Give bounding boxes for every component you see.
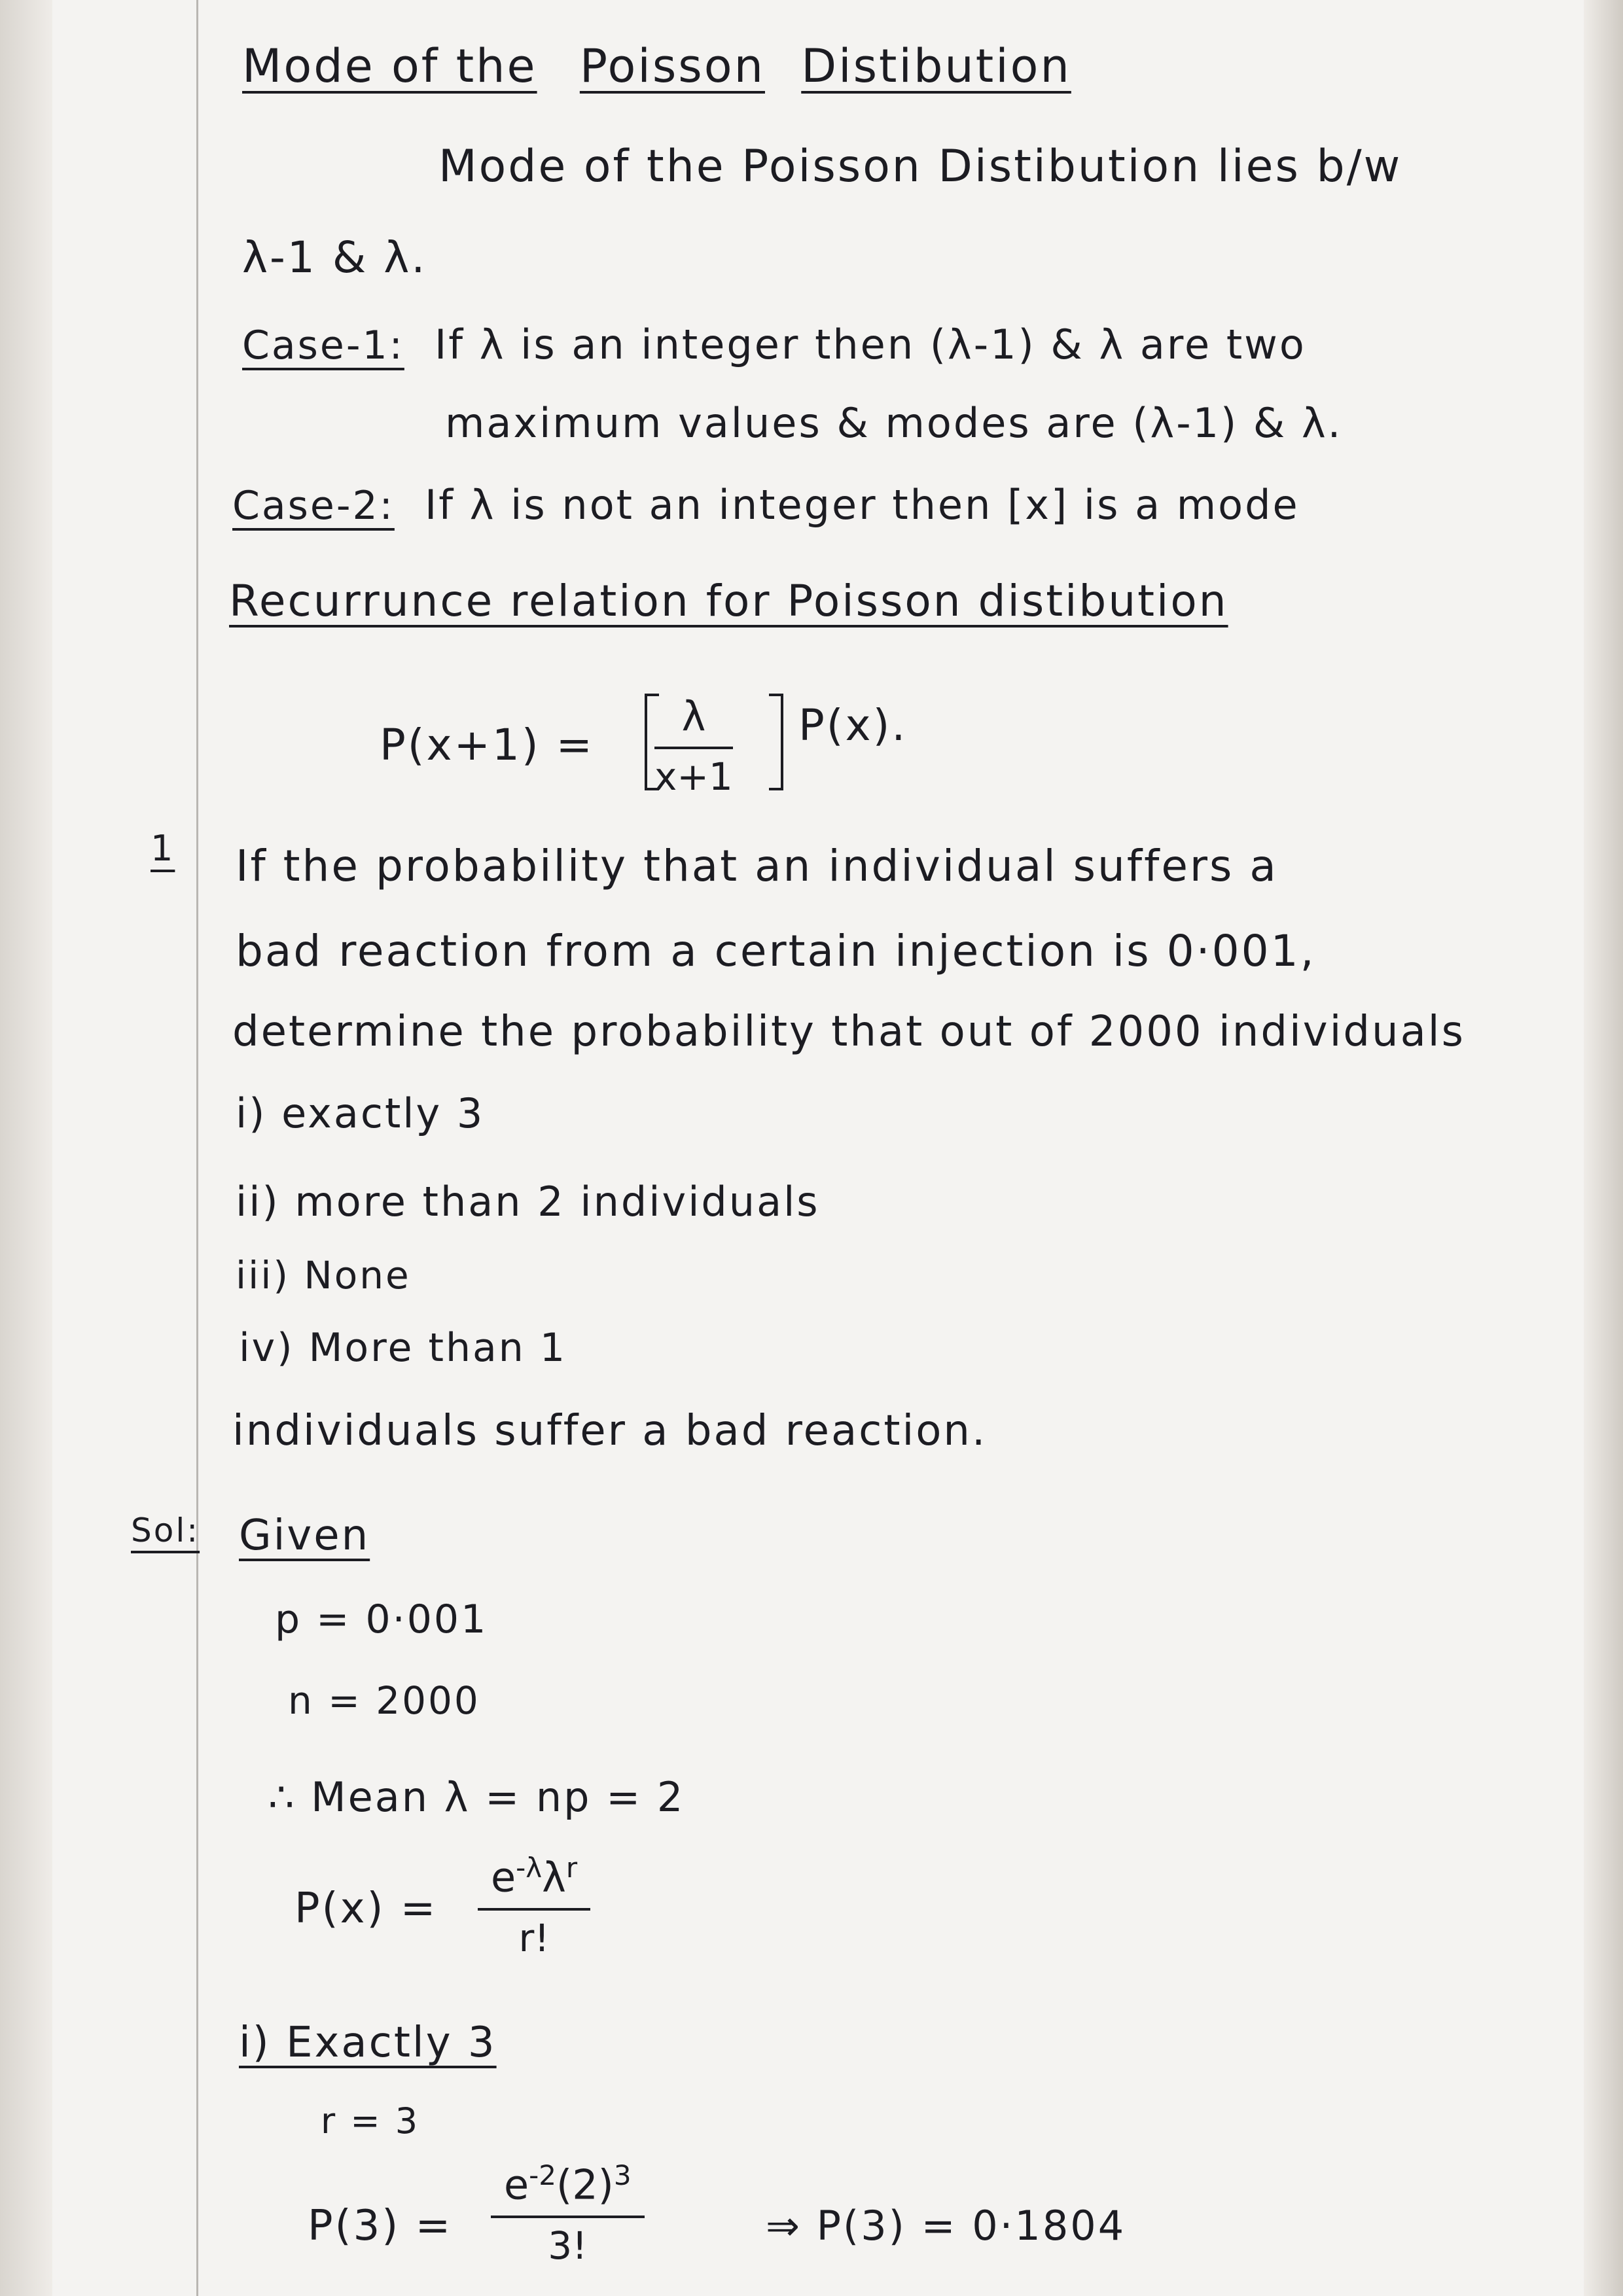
solution-label: Sol: <box>131 1511 200 1549</box>
problem-line-1: If the probability that an individual suffers a <box>236 841 1278 891</box>
intro-line-2: λ-1 & λ. <box>242 232 427 283</box>
solution-given: Given <box>239 1511 370 1560</box>
pmf-num-base: e <box>491 1853 516 1901</box>
case-1-block <box>242 321 1306 368</box>
intro-line-1: Mode of the Poisson Distibution lies b/w <box>438 141 1402 192</box>
case-2-line-1: If λ is not an integer then [x] is a mode <box>424 481 1300 529</box>
pmf-fraction <box>478 1852 590 1960</box>
r-value: r = 3 <box>321 2100 420 2142</box>
pmf-denominator: r! <box>518 1915 550 1960</box>
problem-closing: individuals suffer a bad reaction. <box>232 1407 988 1455</box>
p3-lhs: P(3) = <box>308 2202 453 2250</box>
p3-num-two: (2) <box>556 2161 614 2209</box>
problem-line-2: bad reaction from a certain injection is 0·001, <box>236 926 1316 976</box>
problem-item-4: iv) More than 1 <box>239 1325 567 1371</box>
p3-num-two-exponent: 3 <box>613 2159 632 2191</box>
page-edge-right <box>1584 0 1623 2296</box>
problem-line-3: determine the probability that out of 2000 individuals <box>232 1008 1465 1056</box>
p3-fraction <box>491 2159 645 2268</box>
recurrence-lhs: P(x+1) = <box>380 720 594 770</box>
recurrence-fraction <box>654 692 733 799</box>
page-title <box>242 39 1071 93</box>
problem-item-3: iii) None <box>236 1253 411 1298</box>
page-edge-left <box>0 0 52 2296</box>
case-1-label: Case-1: <box>242 323 404 368</box>
pmf-num-lambda: λ <box>542 1853 566 1901</box>
case-1-line-1: If λ is an integer then (λ-1) & λ are two <box>434 321 1306 368</box>
case-2-label: Case-2: <box>232 483 395 529</box>
p3-denominator: 3! <box>548 2223 588 2268</box>
margin-line <box>196 0 198 2296</box>
recurrence-denominator: x+1 <box>654 754 733 799</box>
p3-result: ⇒ P(3) = 0·1804 <box>766 2202 1126 2250</box>
pmf-lhs: P(x) = <box>294 1884 438 1933</box>
given-p: p = 0·001 <box>275 1597 488 1642</box>
case-1-line-2: maximum values & modes are (λ-1) & λ. <box>445 399 1343 447</box>
part-1-heading: i) Exactly 3 <box>239 2019 497 2067</box>
recurrence-right-bracket <box>769 694 783 790</box>
pmf-num-lambda-exponent: r <box>565 1852 578 1884</box>
recurrence-rhs: P(x). <box>798 700 908 751</box>
pmf-numerator <box>478 1852 590 1911</box>
problem-number: 1 <box>151 828 175 869</box>
pmf-num-exponent: -λ <box>516 1852 543 1884</box>
title-mode-of-the: Mode of the <box>242 39 537 93</box>
title-poisson: Poisson <box>579 39 765 93</box>
recurrence-numerator: λ <box>654 692 733 749</box>
problem-item-1: i) exactly 3 <box>236 1089 485 1137</box>
given-n: n = 2000 <box>288 1678 480 1723</box>
case-2-block <box>232 481 1300 529</box>
mean-line: ∴ Mean λ = np = 2 <box>268 1773 685 1821</box>
title-distribution: Distibution <box>801 39 1071 93</box>
recurrence-heading: Recurrunce relation for Poisson distibution <box>229 576 1228 626</box>
p3-num-base: e <box>504 2161 529 2209</box>
p3-num-exponent: -2 <box>529 2159 557 2191</box>
problem-item-2: ii) more than 2 individuals <box>236 1178 820 1226</box>
p3-numerator <box>491 2159 645 2218</box>
